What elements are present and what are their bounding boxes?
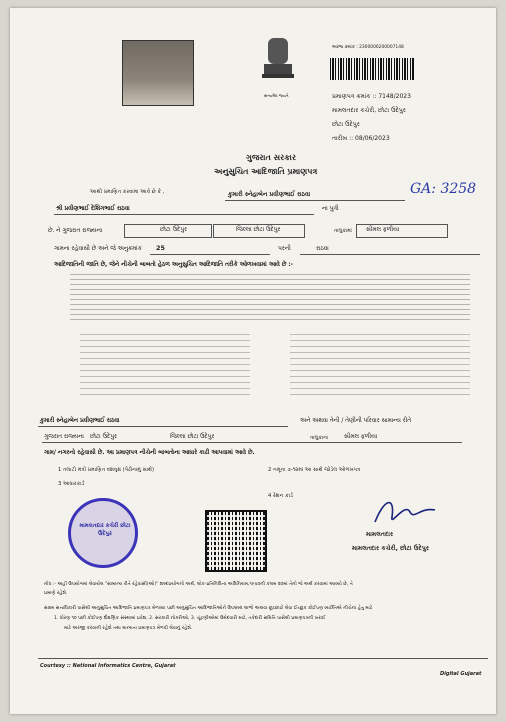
- signatory-office: મામલતદાર કચેરી, છોટા ઉદેપુર: [352, 545, 430, 552]
- tribe-intro: આદિજાતિની જાતિ છે, જેને નીચેની બાબતો હેઠળ અનુસુચિત આદિજાતિ તરીકે ઓળખવામાં આવે છે :-: [54, 262, 294, 268]
- application-number: અરજ ક્રમાંક : 2300006200007148: [332, 45, 404, 50]
- official-seal: [68, 498, 138, 568]
- certificate-paper: [10, 8, 496, 714]
- note-line-1b: પ્રમાણે રહેશે.: [44, 591, 68, 596]
- village-value: સીમલ ફળીયા: [366, 227, 400, 233]
- taluka-label: તાલુકામાં: [334, 228, 352, 234]
- state-prefix: છે. ને ગુજરાત રાજ્યના: [48, 228, 103, 234]
- legal-orders-left: [80, 330, 250, 400]
- relation-text: ના પુત્રી: [322, 206, 339, 212]
- basis-3: 3 આધારકાર્ડ: [58, 481, 85, 487]
- taluka-value: છોટા ઉદેપુર: [160, 227, 187, 233]
- note-line-3: 1. ધોરણ ૧૦ પછી કોઈપણ શૈક્ષણિક સંસ્થામાં પ્રવેશ, 2. સરકારી નોકરીઓ, 3. ચૂંટણીઓમાં ઉમેદવારી માટે, તકેદારી સમિતિ પાસેથી પ્રમાણપત્રની ખરાઈ: [54, 616, 326, 621]
- note-line-4: માટે અરજી કરવાની રહેશે તથા માન્યતા પ્રમાણપત્ર મેળવી લેવાનું રહેશે.: [64, 626, 193, 631]
- national-emblem-icon: [258, 36, 298, 92]
- applicant-name: કુમારી સ્નેહાબેન પ્રવીણભાઈ રાઠવા: [228, 191, 311, 198]
- signature: [370, 492, 440, 532]
- residence-taluka-label: તાલુકાના: [310, 435, 329, 441]
- seal-text: મામલતદાર કચેરી છોટા ઉદેપુર: [79, 523, 131, 537]
- legal-orders-right: [290, 330, 470, 400]
- father-name: શ્રી પ્રવીણભાઈ દેશિંગભાઈ રાઠવા: [56, 206, 130, 212]
- residence-district: જિલ્લા છોટા ઉદેપુર: [170, 434, 215, 440]
- caste-name: રાઠવા: [316, 246, 329, 252]
- note-line-2: સક્ષમ સત્તાધિકારી પાસેથી અનુસુચિત આદિજાતિ પ્રમાણપત્ર મેળવ્યા પછી અનુસુચિત આદિજાતિઓને ઉપલબ્ધ લાભો અથવા છૂટછાટો લેવા ઈચ્છુક કોઈપણ વ્યક્તિએ નીચેના હેતુ માટે: [44, 606, 373, 611]
- certificate-title: અનુસુચિત આદિજાતિ પ્રમાણપત્ર: [214, 167, 318, 176]
- issue-date: તારીખ :: 08/06/2023: [332, 135, 390, 142]
- basis-line: ગામ/ નગરનો રહેવાસી છે. આ પ્રમાણપત્ર નીચેની બાબતોના આધારે કાઢી આપવામાં આવે છે.: [44, 450, 255, 456]
- certificate-number: પ્રમાણપત્ર ક્રમાંક :: 7148/2023: [332, 93, 411, 100]
- residence-village: સીમલ ફળીયા: [344, 434, 378, 440]
- residence-taluka: છોટા ઉદેપુર: [90, 434, 117, 440]
- basis-2: 2 નમૂના ૭-૧૨માં આ સાથે જોડેલ ઓળખપત્ર: [268, 467, 361, 473]
- issuing-office: મામલતદાર કચેરી, છોટા ઉદેપુર: [332, 107, 406, 114]
- barcode: [330, 58, 414, 80]
- serial-prefix: ગામના રહેવાસી છે અને જે અનુક્રમાંક: [54, 246, 142, 252]
- applicant-photo: [122, 40, 194, 106]
- issuing-office-town: છોટા ઉદેપુર: [332, 121, 360, 128]
- signatory-title: મામલતદાર: [366, 531, 394, 538]
- footer-courtesy: Courtesy :: National Informatics Centre, Gujarat: [40, 663, 176, 669]
- person-name-2: કુમારી સ્નેહાબેન પ્રવીણભાઈ રાઠવા: [40, 418, 120, 424]
- district-label: જિલ્લા છોટા ઉદેપુર: [236, 227, 281, 233]
- intro-text: આથી પ્રમાણિત કરવામાં આવે છે કે ,: [90, 189, 165, 195]
- footer-brand: Digital Gujarat: [440, 671, 482, 677]
- emblem-caption: સત્યમેવ જયતે: [264, 93, 289, 98]
- legal-orders-block: [70, 274, 470, 324]
- residence-suffix: અને અથવા તેની / તેણીની પરિવાર સામાન્ય રીતે: [300, 418, 412, 424]
- gov-title: ગુજરાત સરકાર: [246, 153, 296, 162]
- note-line-1: નોંધ :- અહીં ઉપયોગમાં લેવાયેલ "સામાન્ય રીતે રહેવાસી(ઓ)" શબ્દપ્રયોગનો અર્થ, લોક-પ્રતિનિધિત્વ અધિનિયમ,૧૯૫૦ની કલમ ૨૦માં તેનો જે અર્થ કરવામાં આવ્યો છે, તે: [44, 582, 353, 587]
- handwritten-ref: GA: 3258: [410, 181, 477, 197]
- qr-code: [205, 510, 267, 572]
- basis-4: 4 રેશન કાર્ડ: [268, 493, 293, 499]
- serial-mid: પરની: [278, 246, 291, 252]
- residence-prefix: ગુજરાત રાજ્યના: [44, 434, 84, 440]
- serial-number: 25: [156, 244, 165, 252]
- basis-1: 1 તલાટી મંત્રી પ્રમાણિત વંશવૃક્ષ (પેઢીનામું સાથે): [58, 467, 155, 473]
